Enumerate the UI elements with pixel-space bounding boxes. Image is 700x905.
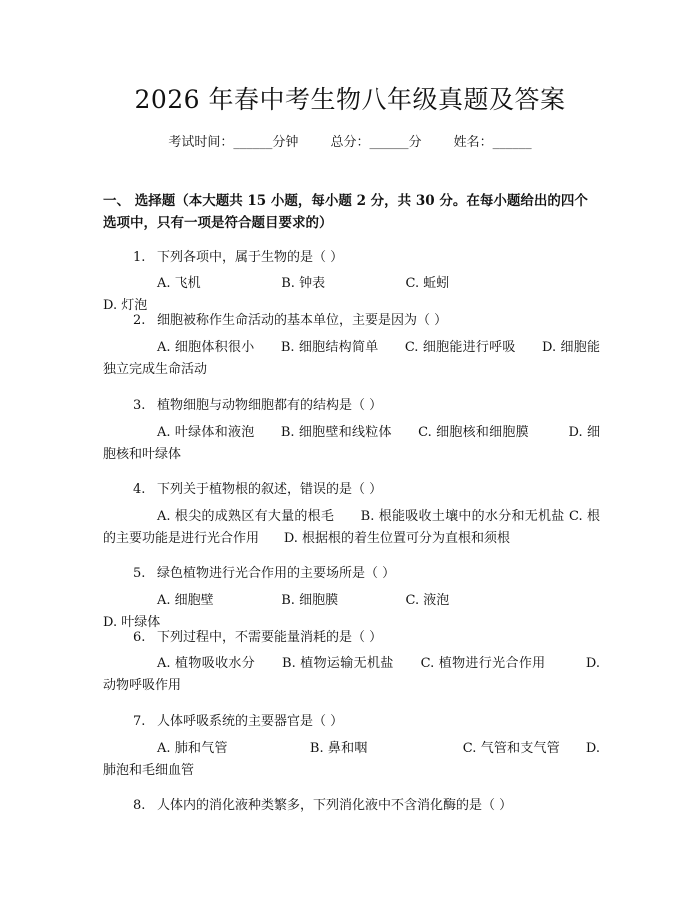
option-b: B. 细胞结构简单 — [280, 340, 379, 355]
question-number: 7. — [133, 714, 146, 729]
option-b: B. 细胞膜 — [281, 593, 339, 608]
option-d: D. 细胞核和叶绿体 — [103, 425, 600, 462]
option-a: A. 细胞壁 — [157, 593, 214, 608]
option-d: D. 肺泡和毛细血管 — [103, 741, 600, 778]
option-c: C. 气管和支气管 — [462, 741, 560, 756]
question-2 — [133, 309, 603, 328]
question-number: 8. — [133, 798, 146, 813]
options-3 — [103, 422, 600, 466]
question-4 — [133, 478, 603, 497]
question-1 — [133, 246, 603, 265]
question-text: 人体呼吸系统的主要器官是（ ） — [157, 714, 344, 729]
question-text: 下列各项中，属于生物的是（ ） — [157, 250, 344, 265]
option-c: C. 细胞核和细胞膜 — [418, 425, 529, 440]
option-b: B. 钟表 — [281, 276, 326, 291]
option-c: C. 植物进行光合作用 — [420, 656, 546, 671]
options-2 — [103, 337, 600, 381]
option-a: A. 根尖的成熟区有大量的根毛 — [157, 509, 335, 524]
question-5 — [133, 562, 603, 581]
option-b: B. 鼻和咽 — [309, 741, 368, 756]
option-b: B. 细胞壁和线粒体 — [280, 425, 392, 440]
question-text: 绿色植物进行光合作用的主要场所是（ ） — [157, 566, 396, 581]
option-d: D. 细胞能独立完成生命活动 — [103, 340, 601, 377]
question-text: 植物细胞与动物细胞都有的结构是（ ） — [157, 398, 383, 413]
question-number: 2. — [133, 313, 146, 328]
option-b: B. 根能吸收土壤中的水分和无机盐 — [360, 509, 565, 524]
question-3 — [133, 394, 603, 413]
question-number: 6. — [133, 630, 146, 645]
exam-info — [0, 131, 700, 150]
student-name-field: 姓名：______ — [453, 135, 532, 150]
option-a: A. 肺和气管 — [157, 741, 228, 756]
option-b: B. 植物运输无机盐 — [282, 656, 394, 671]
option-d: D. 动物呼吸作用 — [103, 656, 601, 693]
question-text: 人体内的消化液种类繁多，下列消化液中不含消化酶的是（ ） — [157, 798, 513, 813]
exam-time-field: 考试时间：______分钟 — [168, 135, 299, 150]
option-a: A. 细胞体积很小 — [157, 340, 255, 355]
question-number: 1. — [133, 250, 146, 265]
options-7 — [103, 738, 600, 782]
option-d: D. 叶绿体 — [103, 615, 161, 630]
option-c: C. 液泡 — [405, 593, 450, 608]
question-number: 5. — [133, 566, 146, 581]
question-number: 3. — [133, 398, 146, 413]
option-c: C. 细胞能进行呼吸 — [404, 340, 516, 355]
page-title: 2026 年春中考生物八年级真题及答案 — [134, 85, 566, 114]
option-d: D. 灯泡 — [103, 298, 148, 313]
question-number: 4. — [133, 482, 146, 497]
option-c: C. 根的主要功能是进行光合作用 — [103, 509, 600, 546]
question-7 — [133, 710, 603, 729]
option-c: C. 蚯蚓 — [405, 276, 450, 291]
option-a: A. 植物吸收水分 — [157, 656, 256, 671]
option-d: D. 根据根的着生位置可分为直根和须根 — [283, 531, 511, 546]
question-text: 下列关于植物根的叙述，错误的是（ ） — [157, 482, 383, 497]
section-heading: 一、 选择题（本大题共 15 小题，每小题 2 分，共 30 分。在每小题给出的四个选项中，只有一项是符合题目要求的） — [103, 193, 588, 231]
option-a: A. 飞机 — [157, 276, 201, 291]
question-text: 下列过程中，不需要能量消耗的是（ ） — [157, 630, 383, 645]
question-6 — [133, 626, 603, 645]
options-6 — [103, 653, 600, 697]
total-score-field: 总分：______分 — [330, 135, 422, 150]
question-text: 细胞被称作生命活动的基本单位，主要是因为（ ） — [157, 313, 448, 328]
options-4 — [103, 506, 600, 550]
option-a: A. 叶绿体和液泡 — [157, 425, 255, 440]
question-8 — [133, 794, 603, 813]
